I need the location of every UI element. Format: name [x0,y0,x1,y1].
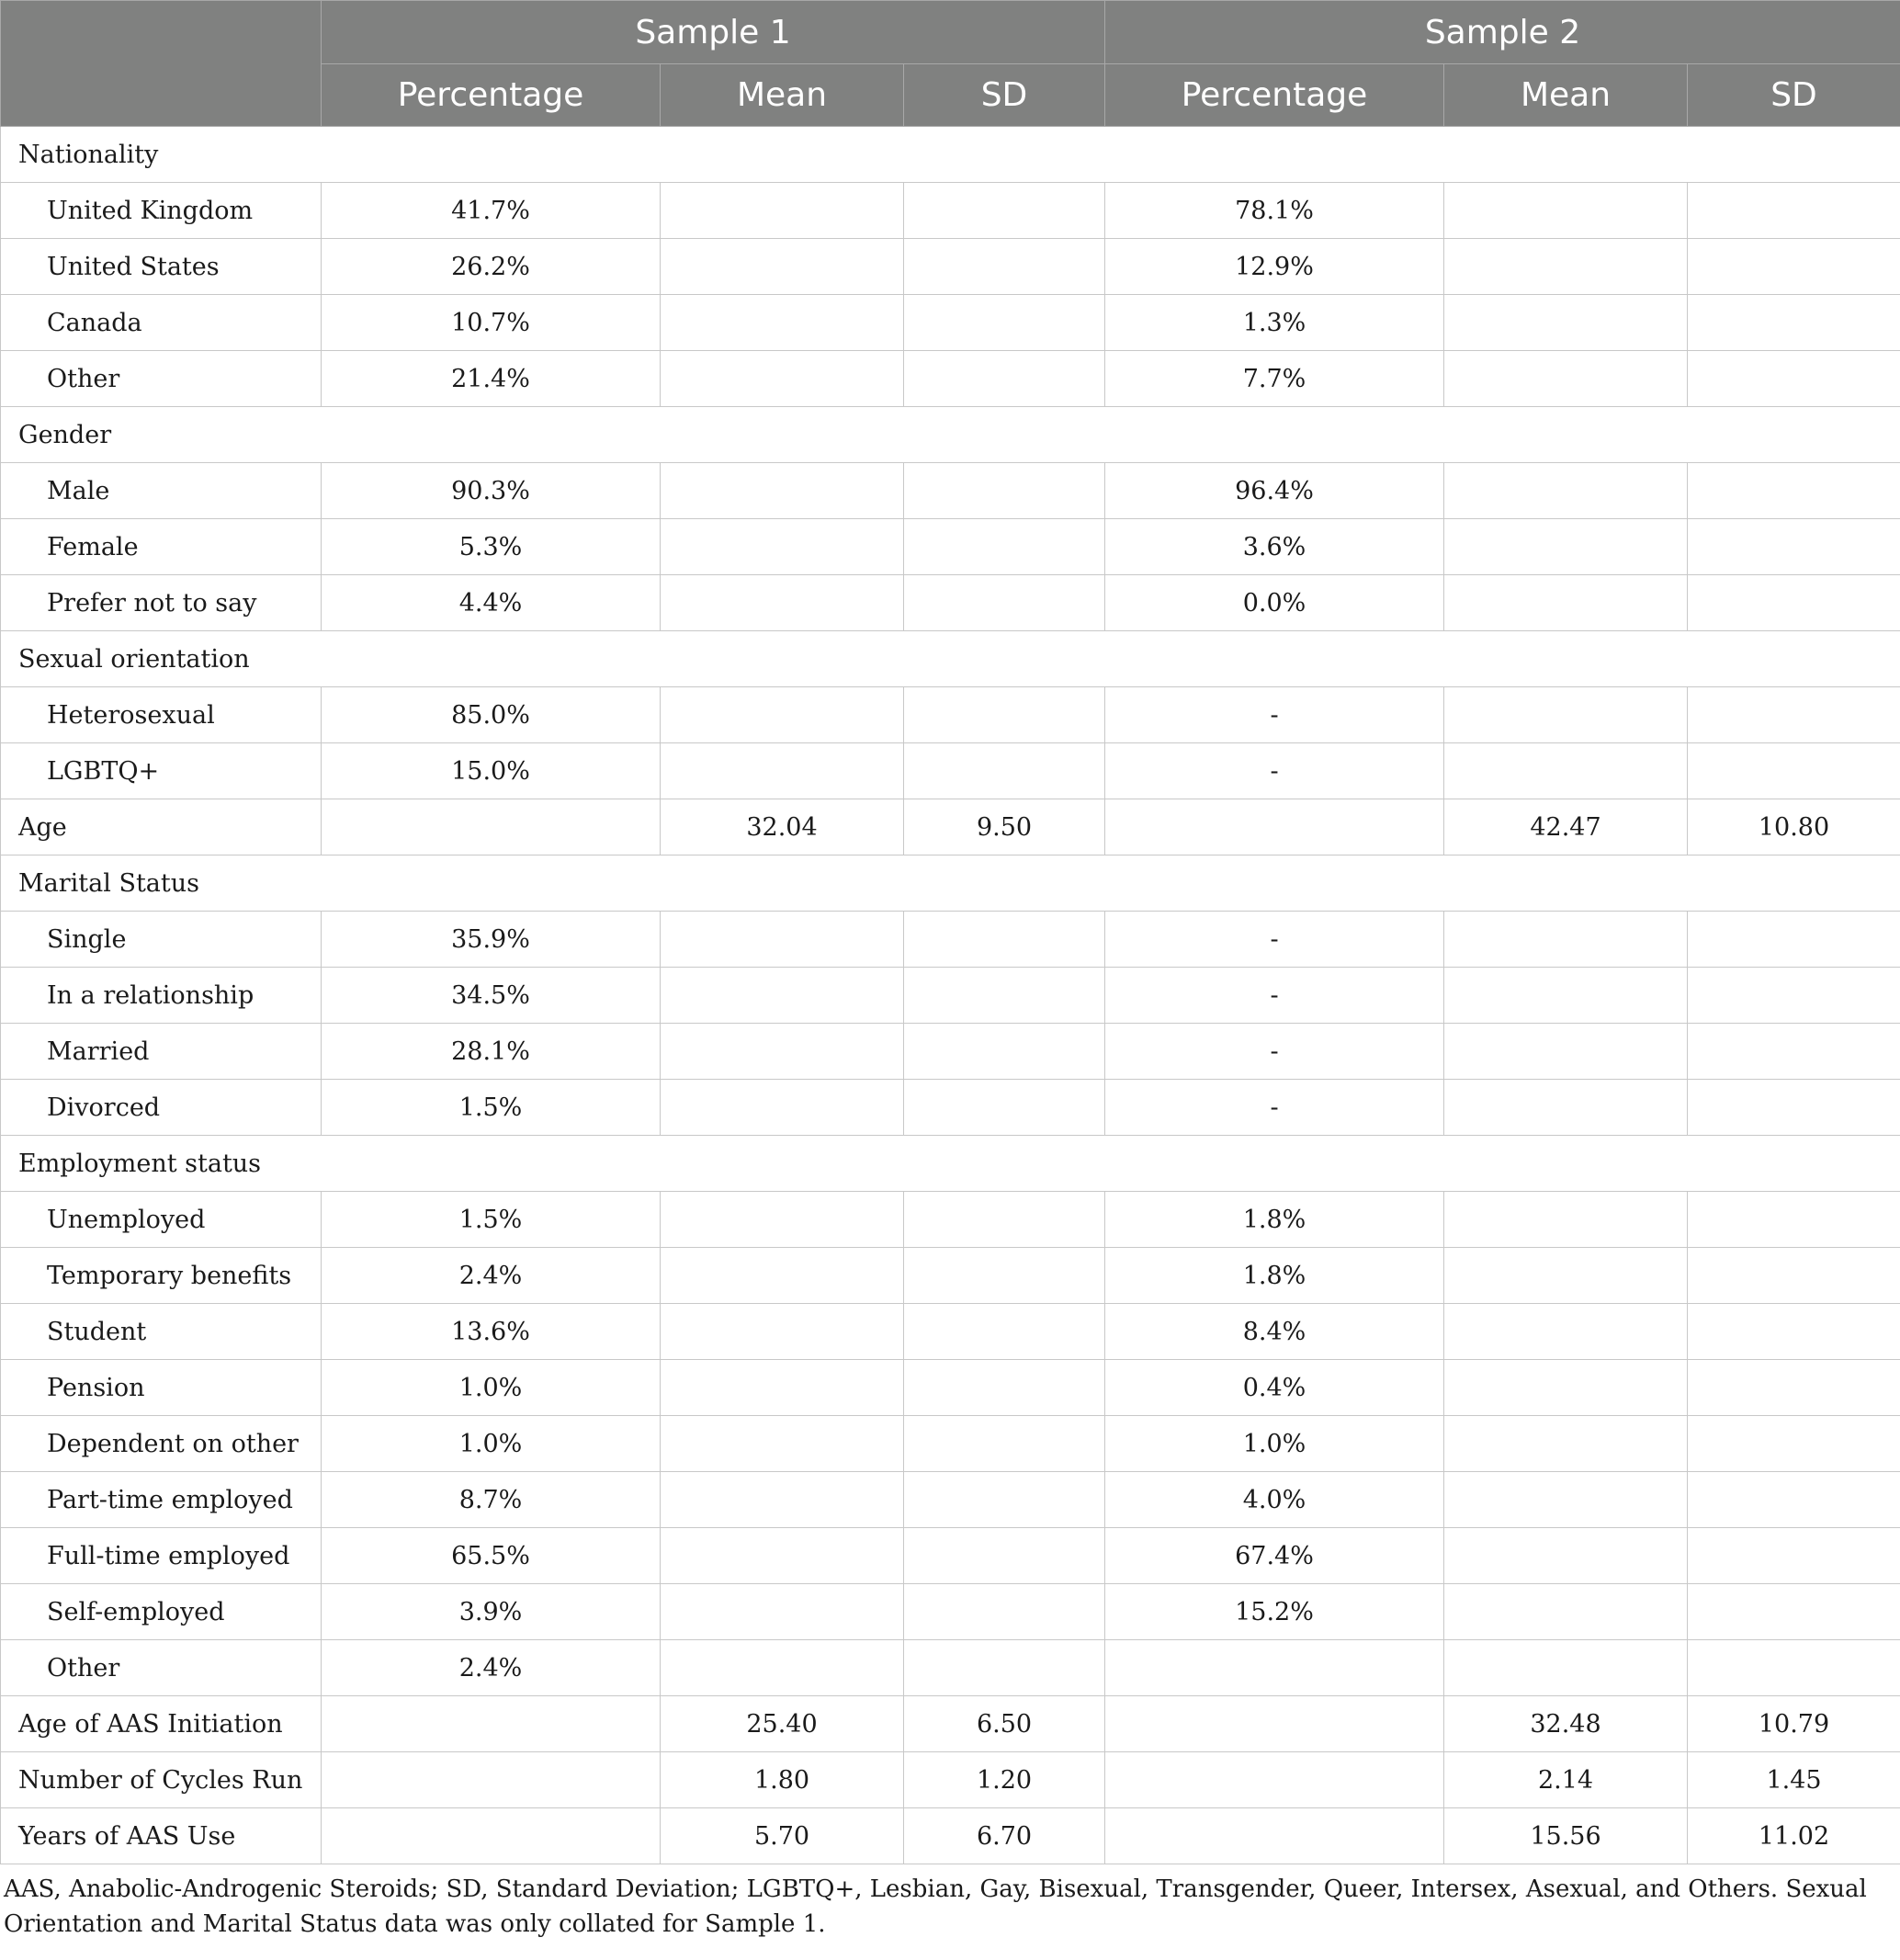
table-row [1,351,1900,407]
cell-s2-mean [1444,1528,1688,1584]
cell-s1-sd [904,575,1105,631]
cell-s2-mean [1444,968,1688,1024]
cell-s1-mean [661,519,904,575]
cell-s1-mean [661,1640,904,1696]
cell-s1-mean [661,1080,904,1136]
cell-s2-pct: 78.1% [1105,183,1444,239]
cell-s2-pct [1105,1808,1444,1864]
cell-s1-pct: 1.0% [322,1360,661,1416]
cell-s2-sd [1688,1248,1900,1304]
cell-s1-mean [661,239,904,295]
row-label: Other [1,1640,322,1696]
table-category-row [1,855,1900,912]
cell-s2-mean [1444,239,1688,295]
cell-s2-pct: 12.9% [1105,239,1444,295]
cell-s2-mean [1444,1360,1688,1416]
header-s2-mean: Mean [1444,64,1688,127]
cell-s1-pct: 1.5% [322,1192,661,1248]
cell-s1-pct: 35.9% [322,912,661,968]
category-label: Nationality [1,127,1900,183]
category-label: Gender [1,407,1900,463]
cell-s1-sd [904,519,1105,575]
cell-s2-sd: 11.02 [1688,1808,1900,1864]
table-row [1,799,1900,855]
cell-s1-mean: 5.70 [661,1808,904,1864]
cell-s2-sd [1688,1024,1900,1080]
header-group-row [1,1,1900,64]
cell-s1-pct: 10.7% [322,295,661,351]
row-label: United Kingdom [1,183,322,239]
category-label: Sexual orientation [1,631,1900,687]
row-label: Dependent on other [1,1416,322,1472]
cell-s1-mean [661,912,904,968]
cell-s1-pct: 13.6% [322,1304,661,1360]
table-row [1,1696,1900,1752]
cell-s1-sd [904,1472,1105,1528]
cell-s2-sd [1688,239,1900,295]
cell-s2-mean [1444,1472,1688,1528]
table-category-row [1,127,1900,183]
cell-s1-pct: 41.7% [322,183,661,239]
cell-s1-mean [661,351,904,407]
table-row [1,1192,1900,1248]
row-label: Age of AAS Initiation [1,1696,322,1752]
table-row [1,1248,1900,1304]
cell-s1-pct: 21.4% [322,351,661,407]
cell-s2-pct: 4.0% [1105,1472,1444,1528]
cell-s2-sd [1688,575,1900,631]
cell-s2-mean [1444,183,1688,239]
cell-s1-sd: 6.50 [904,1696,1105,1752]
cell-s2-pct: - [1105,912,1444,968]
row-label: Other [1,351,322,407]
table-category-row [1,1136,1900,1192]
table-row [1,687,1900,743]
cell-s2-sd [1688,1640,1900,1696]
cell-s2-sd [1688,351,1900,407]
cell-s1-mean [661,183,904,239]
header-s1-percentage: Percentage [322,64,661,127]
cell-s2-pct: 1.3% [1105,295,1444,351]
cell-s2-mean [1444,1640,1688,1696]
row-label: Divorced [1,1080,322,1136]
cell-s1-mean [661,968,904,1024]
cell-s2-sd [1688,912,1900,968]
cell-s1-pct: 8.7% [322,1472,661,1528]
cell-s2-pct: 3.6% [1105,519,1444,575]
row-label: United States [1,239,322,295]
cell-s2-sd [1688,183,1900,239]
cell-s1-mean [661,1192,904,1248]
cell-s1-sd [904,743,1105,799]
cell-s2-mean: 2.14 [1444,1752,1688,1808]
cell-s2-pct: - [1105,743,1444,799]
table-row [1,295,1900,351]
header-sample-1: Sample 1 [322,1,1105,64]
category-label: Marital Status [1,855,1900,912]
cell-s1-pct [322,1752,661,1808]
cell-s2-mean [1444,743,1688,799]
cell-s2-pct: - [1105,1080,1444,1136]
cell-s1-pct: 28.1% [322,1024,661,1080]
table-header [1,1,1900,127]
row-label: Years of AAS Use [1,1808,322,1864]
row-label: Age [1,799,322,855]
table-row [1,1752,1900,1808]
cell-s1-pct: 90.3% [322,463,661,519]
cell-s1-sd [904,968,1105,1024]
cell-s1-sd [904,351,1105,407]
category-label: Employment status [1,1136,1900,1192]
table-row [1,575,1900,631]
cell-s2-mean [1444,463,1688,519]
cell-s2-mean [1444,912,1688,968]
cell-s2-sd [1688,519,1900,575]
cell-s1-mean [661,1528,904,1584]
cell-s1-sd [904,1416,1105,1472]
cell-s1-sd [904,1024,1105,1080]
cell-s2-sd [1688,743,1900,799]
table-row [1,239,1900,295]
cell-s2-mean [1444,1416,1688,1472]
cell-s1-sd [904,1248,1105,1304]
cell-s2-sd [1688,1528,1900,1584]
cell-s1-mean [661,1360,904,1416]
cell-s1-mean [661,463,904,519]
cell-s2-sd [1688,1304,1900,1360]
cell-s2-pct: 7.7% [1105,351,1444,407]
cell-s1-mean: 1.80 [661,1752,904,1808]
cell-s2-sd [1688,295,1900,351]
cell-s2-pct: - [1105,1024,1444,1080]
cell-s1-pct: 1.5% [322,1080,661,1136]
row-label: Unemployed [1,1192,322,1248]
cell-s1-sd [904,1528,1105,1584]
cell-s1-pct [322,799,661,855]
cell-s1-sd [904,912,1105,968]
row-label: Student [1,1304,322,1360]
cell-s2-mean: 32.48 [1444,1696,1688,1752]
table-footnote: AAS, Anabolic-Androgenic Steroids; SD, Standard Deviation; LGBTQ+, Lesbian, Gay, Bisexual, Transgender, Queer, Intersex, Asexual, and Others. Sexual Orientation and Marital Status data was only collated for Sample 1. [4,1875,1867,1938]
row-label: Part-time employed [1,1472,322,1528]
table-row [1,912,1900,968]
cell-s2-mean [1444,351,1688,407]
cell-s1-pct: 34.5% [322,968,661,1024]
cell-s1-sd: 9.50 [904,799,1105,855]
cell-s2-pct: 8.4% [1105,1304,1444,1360]
row-label: Prefer not to say [1,575,322,631]
cell-s1-mean [661,1304,904,1360]
cell-s1-sd [904,463,1105,519]
header-s2-percentage: Percentage [1105,64,1444,127]
cell-s1-sd [904,239,1105,295]
cell-s1-sd [904,1360,1105,1416]
cell-s2-sd [1688,1584,1900,1640]
cell-s2-pct: 67.4% [1105,1528,1444,1584]
cell-s2-sd [1688,1416,1900,1472]
cell-s2-sd [1688,463,1900,519]
cell-s1-sd: 6.70 [904,1808,1105,1864]
cell-s2-pct: 1.8% [1105,1248,1444,1304]
cell-s1-pct: 2.4% [322,1640,661,1696]
cell-s2-mean [1444,575,1688,631]
row-label: Temporary benefits [1,1248,322,1304]
cell-s2-mean [1444,519,1688,575]
cell-s2-pct: 0.4% [1105,1360,1444,1416]
row-label: Canada [1,295,322,351]
cell-s2-sd [1688,687,1900,743]
row-label: Heterosexual [1,687,322,743]
cell-s1-mean [661,1416,904,1472]
cell-s2-pct: 1.8% [1105,1192,1444,1248]
cell-s2-pct [1105,1696,1444,1752]
row-label: LGBTQ+ [1,743,322,799]
table-row [1,1584,1900,1640]
cell-s1-sd [904,1080,1105,1136]
cell-s1-sd [904,687,1105,743]
table-row [1,1080,1900,1136]
cell-s1-mean [661,1248,904,1304]
row-label: Self-employed [1,1584,322,1640]
cell-s2-pct [1105,1640,1444,1696]
cell-s1-sd [904,1640,1105,1696]
cell-s2-mean [1444,687,1688,743]
header-s1-sd: SD [904,64,1105,127]
cell-s2-mean [1444,1192,1688,1248]
table-row [1,463,1900,519]
cell-s2-pct: 1.0% [1105,1416,1444,1472]
cell-s1-pct [322,1696,661,1752]
cell-s2-sd [1688,1080,1900,1136]
cell-s2-sd: 1.45 [1688,1752,1900,1808]
cell-s1-pct: 26.2% [322,239,661,295]
table-category-row [1,631,1900,687]
row-label: Single [1,912,322,968]
cell-s2-mean [1444,295,1688,351]
cell-s2-mean [1444,1248,1688,1304]
cell-s2-mean [1444,1304,1688,1360]
table-row [1,743,1900,799]
header-blank-cell [1,1,322,127]
cell-s2-pct: 96.4% [1105,463,1444,519]
cell-s1-mean [661,1472,904,1528]
cell-s1-sd [904,1192,1105,1248]
cell-s2-pct: 15.2% [1105,1584,1444,1640]
cell-s2-sd [1688,1472,1900,1528]
row-label: Female [1,519,322,575]
table-row [1,1808,1900,1864]
cell-s1-mean: 32.04 [661,799,904,855]
cell-s2-mean: 15.56 [1444,1808,1688,1864]
cell-s1-mean: 25.40 [661,1696,904,1752]
cell-s1-pct: 4.4% [322,575,661,631]
table-row [1,1528,1900,1584]
table-row [1,1640,1900,1696]
cell-s1-sd: 1.20 [904,1752,1105,1808]
table-row [1,1416,1900,1472]
cell-s1-sd [904,295,1105,351]
row-label: In a relationship [1,968,322,1024]
cell-s2-pct: - [1105,687,1444,743]
cell-s1-mean [661,295,904,351]
cell-s2-pct: - [1105,968,1444,1024]
table-row [1,968,1900,1024]
table-body [1,127,1900,1864]
row-label: Pension [1,1360,322,1416]
table-row [1,1304,1900,1360]
cell-s2-mean: 42.47 [1444,799,1688,855]
table-row [1,1472,1900,1528]
cell-s2-pct [1105,799,1444,855]
cell-s1-mean [661,743,904,799]
cell-s1-pct: 1.0% [322,1416,661,1472]
table-row [1,519,1900,575]
cell-s1-mean [661,687,904,743]
cell-s1-mean [661,1024,904,1080]
cell-s2-sd: 10.80 [1688,799,1900,855]
cell-s1-sd [904,1584,1105,1640]
cell-s2-sd: 10.79 [1688,1696,1900,1752]
cell-s2-mean [1444,1584,1688,1640]
cell-s1-pct [322,1808,661,1864]
cell-s2-mean [1444,1080,1688,1136]
cell-s2-sd [1688,1360,1900,1416]
table-row [1,1024,1900,1080]
cell-s1-mean [661,1584,904,1640]
cell-s2-pct: 0.0% [1105,575,1444,631]
cell-s2-pct [1105,1752,1444,1808]
header-s1-mean: Mean [661,64,904,127]
cell-s2-mean [1444,1024,1688,1080]
cell-s1-pct: 2.4% [322,1248,661,1304]
cell-s1-sd [904,1304,1105,1360]
cell-s1-mean [661,575,904,631]
cell-s2-sd [1688,968,1900,1024]
table-row [1,1360,1900,1416]
cell-s1-pct: 15.0% [322,743,661,799]
row-label: Male [1,463,322,519]
row-label: Number of Cycles Run [1,1752,322,1808]
header-s2-sd: SD [1688,64,1900,127]
cell-s1-pct: 3.9% [322,1584,661,1640]
cell-s2-sd [1688,1192,1900,1248]
header-sample-2: Sample 2 [1105,1,1900,64]
cell-s1-pct: 85.0% [322,687,661,743]
row-label: Married [1,1024,322,1080]
table-row [1,183,1900,239]
cell-s1-pct: 65.5% [322,1528,661,1584]
cell-s1-sd [904,183,1105,239]
row-label: Full-time employed [1,1528,322,1584]
cell-s1-pct: 5.3% [322,519,661,575]
table-category-row [1,407,1900,463]
